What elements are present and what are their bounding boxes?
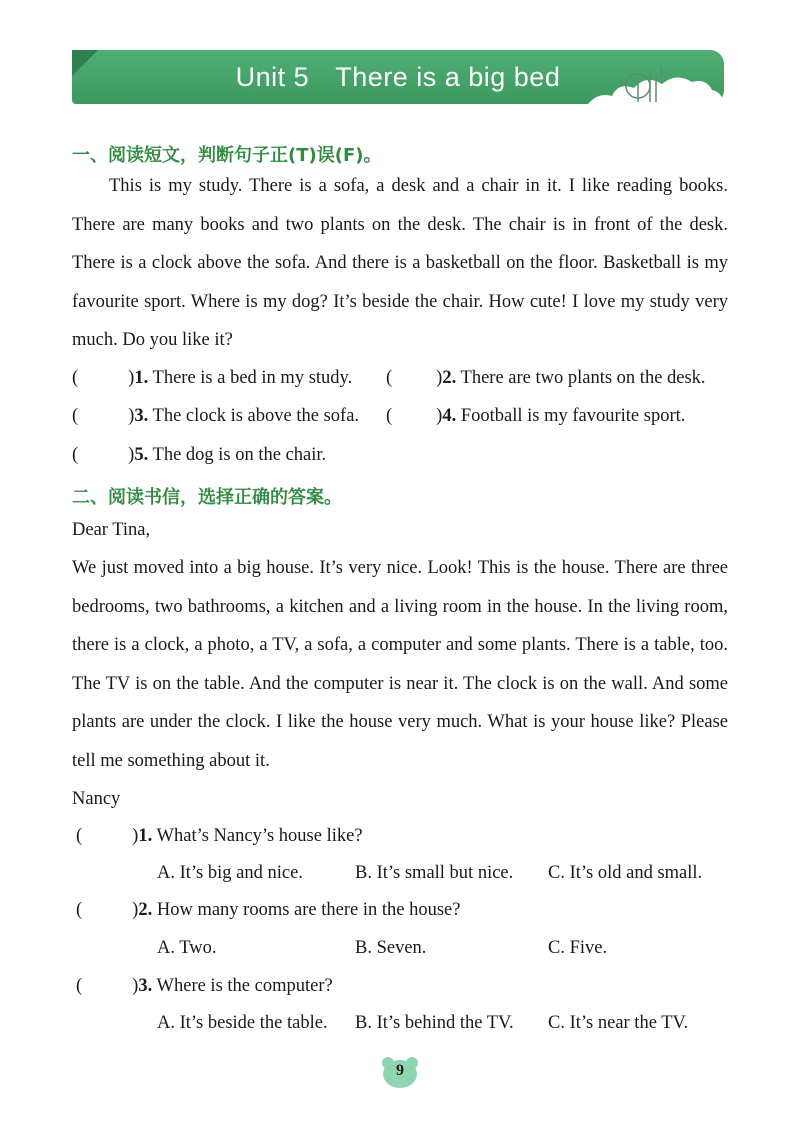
tf-item-5 (72, 445, 326, 466)
page-number: 9 (396, 1062, 404, 1079)
unit-label: Unit 5 (235, 62, 310, 92)
question-text: How many rooms are there in the house? (156, 900, 461, 920)
item-number: 4. (442, 406, 457, 426)
answer-blank-close: ) (128, 445, 135, 465)
item-text: Football is my favourite sport. (460, 406, 686, 426)
q2-option-a[interactable]: A. Two. (157, 938, 217, 958)
banner-fold-corner (72, 50, 98, 76)
item-text: The clock is above the sofa. (152, 406, 360, 426)
letter-signature: Nancy (72, 789, 121, 809)
tf-item-1 (72, 368, 352, 389)
item-number: 1. (134, 368, 149, 388)
tree-cloud-decoration (588, 56, 724, 104)
q3-option-b[interactable]: B. It’s behind the TV. (355, 1013, 514, 1033)
letter-greeting: Dear Tina, (72, 520, 151, 540)
answer-blank-open[interactable]: ( (76, 976, 83, 996)
q1-option-c[interactable]: C. It’s old and small. (548, 863, 703, 883)
answer-blank-open[interactable]: ( (76, 900, 83, 920)
mc-question-2 (76, 900, 460, 921)
item-number: 5. (134, 445, 149, 465)
answer-blank-open[interactable]: ( (386, 368, 393, 388)
question-number: 1. (138, 826, 153, 846)
q2-option-c[interactable]: C. Five. (548, 938, 608, 958)
answer-blank-close: ) (132, 826, 139, 846)
answer-blank-open[interactable]: ( (72, 406, 79, 426)
answer-blank-close: ) (128, 368, 135, 388)
answer-blank-close: ) (436, 406, 443, 426)
section1-passage: This is my study. There is a sofa, a desk and a chair in it. I like reading books. There are many books and two plants on the desk. The chair is in front of the desk. There is a clock above the sofa. And there is a basketball on the floor. Basketball is my favourite sport. Where is my dog? It’s beside the chair. How cute! I love my study very much. Do you like it? (72, 176, 728, 350)
answer-blank-open[interactable]: ( (76, 826, 83, 846)
question-number: 3. (138, 976, 153, 996)
item-text: The dog is on the chair. (152, 445, 327, 465)
tf-item-2 (386, 368, 706, 389)
item-number: 2. (442, 368, 457, 388)
mc-question-1 (76, 826, 363, 847)
tf-item-4 (386, 406, 685, 427)
item-number: 3. (134, 406, 149, 426)
item-text: There are two plants on the desk. (460, 368, 706, 388)
q3-option-c[interactable]: C. It’s near the TV. (548, 1013, 689, 1033)
section1-title: 一、阅读短文，判断句子正(T)误(F)。 (72, 145, 382, 166)
question-text: Where is the computer? (156, 976, 333, 996)
q2-option-b[interactable]: B. Seven. (355, 938, 427, 958)
answer-blank-open[interactable]: ( (386, 406, 393, 426)
answer-blank-close: ) (436, 368, 443, 388)
letter-body: We just moved into a big house. It’s very nice. Look! This is the house. There are three bedrooms, two bathrooms, a kitchen and a living room in the house. In the living room, there is a clock, a photo, a TV, a sofa, a computer and some plants. There is a table, too. The TV is on the table. And the computer is near it. The clock is on the wall. And some plants are under the clock. I like the house very much. What is your house like? Please tell me something about it. (72, 558, 728, 771)
answer-blank-close: ) (132, 900, 139, 920)
answer-blank-close: ) (132, 976, 139, 996)
answer-blank-open[interactable]: ( (72, 445, 79, 465)
question-number: 2. (138, 900, 153, 920)
q1-option-a[interactable]: A. It’s big and nice. (157, 863, 303, 883)
mc-question-3 (76, 976, 333, 997)
question-text: What’s Nancy’s house like? (156, 826, 363, 846)
q3-option-a[interactable]: A. It’s beside the table. (157, 1013, 328, 1033)
section2-title: 二、阅读书信，选择正确的答案。 (72, 487, 342, 508)
q1-option-b[interactable]: B. It’s small but nice. (355, 863, 514, 883)
item-text: There is a bed in my study. (152, 368, 353, 388)
answer-blank-open[interactable]: ( (72, 368, 79, 388)
answer-blank-close: ) (128, 406, 135, 426)
unit-subtitle: There is a big bed (335, 62, 561, 92)
tf-item-3 (72, 406, 359, 427)
